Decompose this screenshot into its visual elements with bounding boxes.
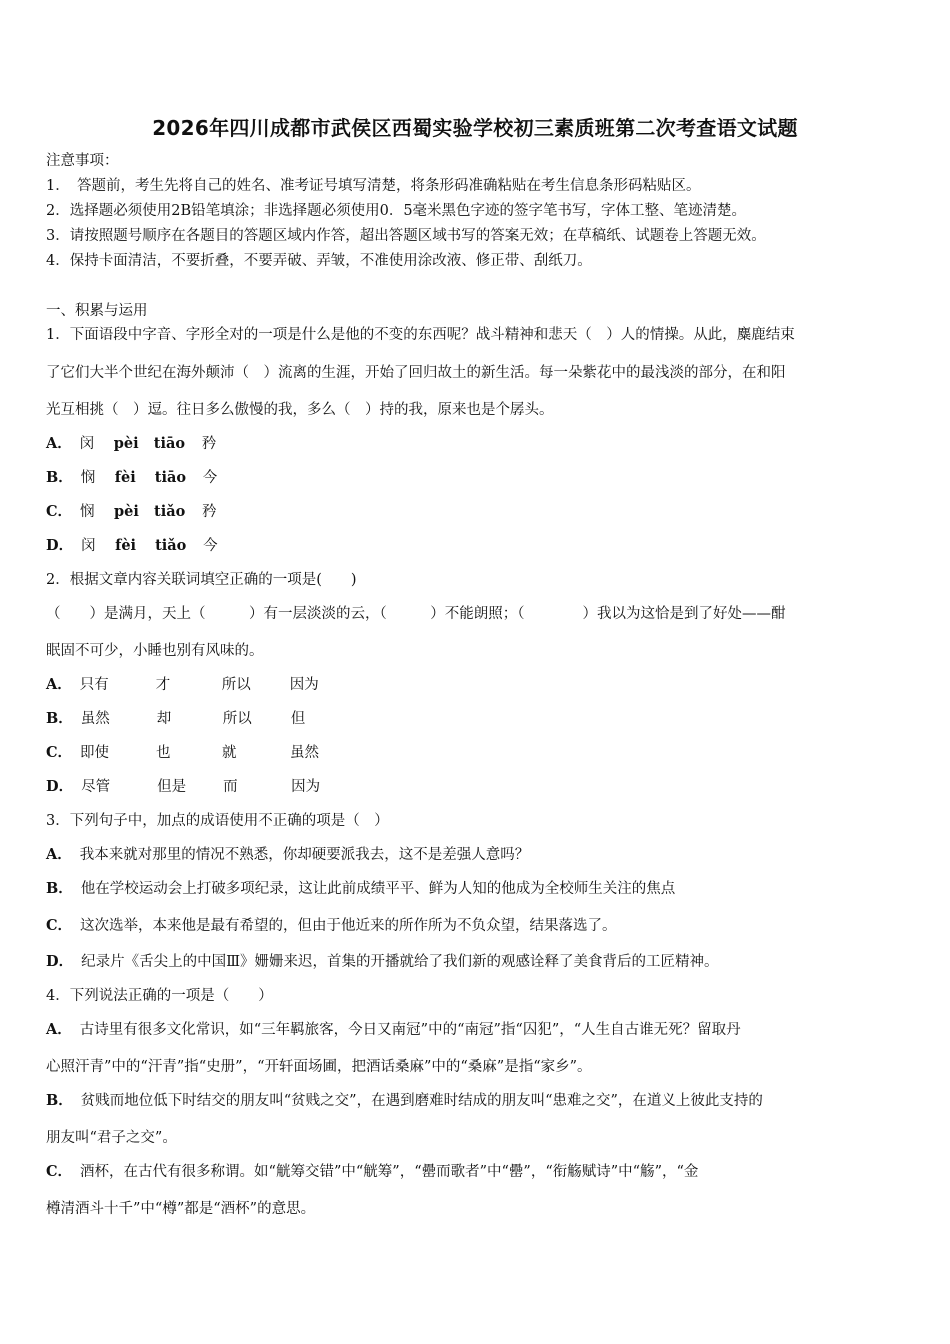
q1-option-c [46,503,217,521]
option-part: tiǎo [154,503,186,520]
notice-heading: 注意事项： [46,153,119,169]
option-text: 古诗里有很多文化常识，如“三年羁旅客，今日又南冠”中的“南冠”指“囚犯”，“人生自古谁无死？留取丹 [79,1022,741,1038]
option-label: A． [46,1021,72,1038]
option-part: 而 [223,779,238,795]
option-part: tiāo [154,469,187,486]
q1-option-d [46,537,218,555]
q1-stem-line-2: 了它们大半个世纪在海外颠沛（ ）流离的生涯，开始了回归故土的新生活。每一朵紫花中的最浅淡的部分，在和阳 [46,365,786,381]
notice-item-2: 2．选择题必须使用2B铅笔填涂；非选择题必须使用0．5毫米黑色字迹的签字笔书写，字体工整、笔迹清楚。 [46,203,747,219]
q4-option-b-line-2: 朋友叫“君子之交”。 [46,1130,177,1146]
option-part: 所以 [221,677,251,693]
option-part: 只有 [79,677,109,693]
q2-passage-line-1: （ ）是满月，天上（ ）有一层淡淡的云，（ ）不能朗照；（ ）我以为这恰是到了好处——酣 [46,606,786,622]
q2-passage-line-2: 眠固不可少，小睡也别有风味的。 [46,643,264,659]
option-part: 就 [222,745,237,761]
page-title: 2026年四川成都市武侯区西蜀实验学校初三素质班第二次考查语文试题 [152,116,798,140]
q4-option-c-line-1 [46,1163,698,1181]
option-label: A． [46,846,72,863]
option-part: 因为 [289,677,319,693]
q1-stem-line-1: 1．下面语段中字音、字形全对的一项是什么是他的不变的东西呢？战斗精神和悲天（ ）人的情操。从此，麋鹿结束 [46,327,795,343]
option-label: B． [46,469,73,486]
option-part: 悯 [80,504,95,520]
option-part: 因为 [291,779,321,795]
option-label: D． [46,953,74,970]
q3-option-b [46,880,675,898]
option-label: A． [46,676,72,693]
q4-option-a-line-1 [46,1021,741,1039]
option-label: B． [46,880,73,897]
q3-stem: 3．下列句子中，加点的成语使用不正确的项是（ ） [46,813,389,829]
option-part: pèi [113,435,139,452]
q2-option-a [46,676,319,694]
option-label: A． [46,435,72,452]
option-label: D． [46,537,74,554]
option-part: 也 [156,745,171,761]
q2-option-b [46,710,305,728]
q4-option-c-line-2: 樽清酒斗十千”中“樽”都是“酒杯”的意思。 [46,1201,316,1217]
option-label: C． [46,917,73,934]
q1-option-b [46,469,217,487]
option-text: 我本来就对那里的情况不熟悉，你却硬要派我去，这不是差强人意吗？ [79,847,530,863]
option-part: 今 [203,538,218,554]
option-label: C． [46,503,73,520]
option-part: fèi [114,469,136,486]
notice-item-4: 4．保持卡面清洁，不要折叠，不要弄破、弄皱，不准使用涂改液、修正带、刮纸刀。 [46,253,592,269]
option-text: 贫贱而地位低下时结交的朋友叫“贫贱之交”，在遇到磨难时结成的朋友叫“患难之交”，在道义上彼此支持的 [80,1093,763,1109]
option-part: 今 [202,470,218,486]
option-part: 但是 [157,779,187,795]
notice-item-3: 3．请按照题号顺序在各题目的答题区域内作答，超出答题区域书写的答案无效；在草稿纸、试题卷上答题无效。 [46,228,766,244]
option-label: D． [46,778,74,795]
option-part: 即使 [80,745,110,761]
option-part: 矜 [201,436,217,452]
option-part: 闵 [81,538,96,554]
q4-option-a-line-2: 心照汗青”中的“汗青”指“史册”，“开轩面场圃，把酒话桑麻”中的“桑麻”是指“家乡”。 [46,1059,592,1075]
option-label: C． [46,1163,73,1180]
option-part: 却 [156,711,172,727]
q2-option-d [46,778,320,796]
option-part: fèi [115,537,137,554]
option-part: 虽然 [80,711,110,727]
option-text: 纪录片《舌尖上的中国Ⅲ》姗姗来迟，首集的开播就给了我们新的观感诠释了美食背后的工匠精神。 [81,954,719,970]
option-part: 悯 [80,470,96,486]
q1-stem-line-3: 光互相挑（ ）逗。往日多么傲慢的我，多么（ ）持的我，原来也是个孱头。 [46,402,554,418]
q3-option-a [46,846,529,864]
option-part: 闵 [79,436,95,452]
option-part: pèi [114,503,139,520]
option-part: 尽管 [81,779,111,795]
section-heading: 一、积累与运用 [46,303,148,319]
q1-option-a [46,435,216,453]
option-label: C． [46,744,73,761]
q3-option-d [46,953,719,971]
option-label: B． [46,1092,73,1109]
q4-option-b-line-1 [46,1092,763,1110]
q2-stem: 2．根据文章内容关联词填空正确的一项是( ) [46,572,357,588]
q4-stem: 4．下列说法正确的一项是（ ） [46,988,273,1004]
option-part: 才 [155,677,171,693]
notice-item-1: 1． 答题前，考生先将自己的姓名、准考证号填写清楚，将条形码准确粘贴在考生信息条形码粘贴区。 [46,178,701,194]
option-text: 他在学校运动会上打破多项纪录，这让此前成绩平平、鲜为人知的他成为全校师生关注的焦点 [80,881,676,897]
option-part: tiāo [153,435,186,452]
option-text: 酒杯，在古代有很多称谓。如“觥筹交错”中“觥筹”，“罍而歌者”中“罍”，“衔觞赋诗”中“觞”，“金 [80,1164,699,1180]
option-part: 但 [290,711,306,727]
q3-option-c [46,917,617,935]
q2-option-c [46,744,319,762]
option-label: B． [46,710,73,727]
option-text: 这次选举，本来他是最有希望的，但由于他近来的所作所为不负众望，结果落选了。 [80,918,617,934]
option-part: 虽然 [290,745,320,761]
option-part: 所以 [222,711,252,727]
option-part: tiǎo [155,537,187,554]
option-part: 矜 [202,504,217,520]
